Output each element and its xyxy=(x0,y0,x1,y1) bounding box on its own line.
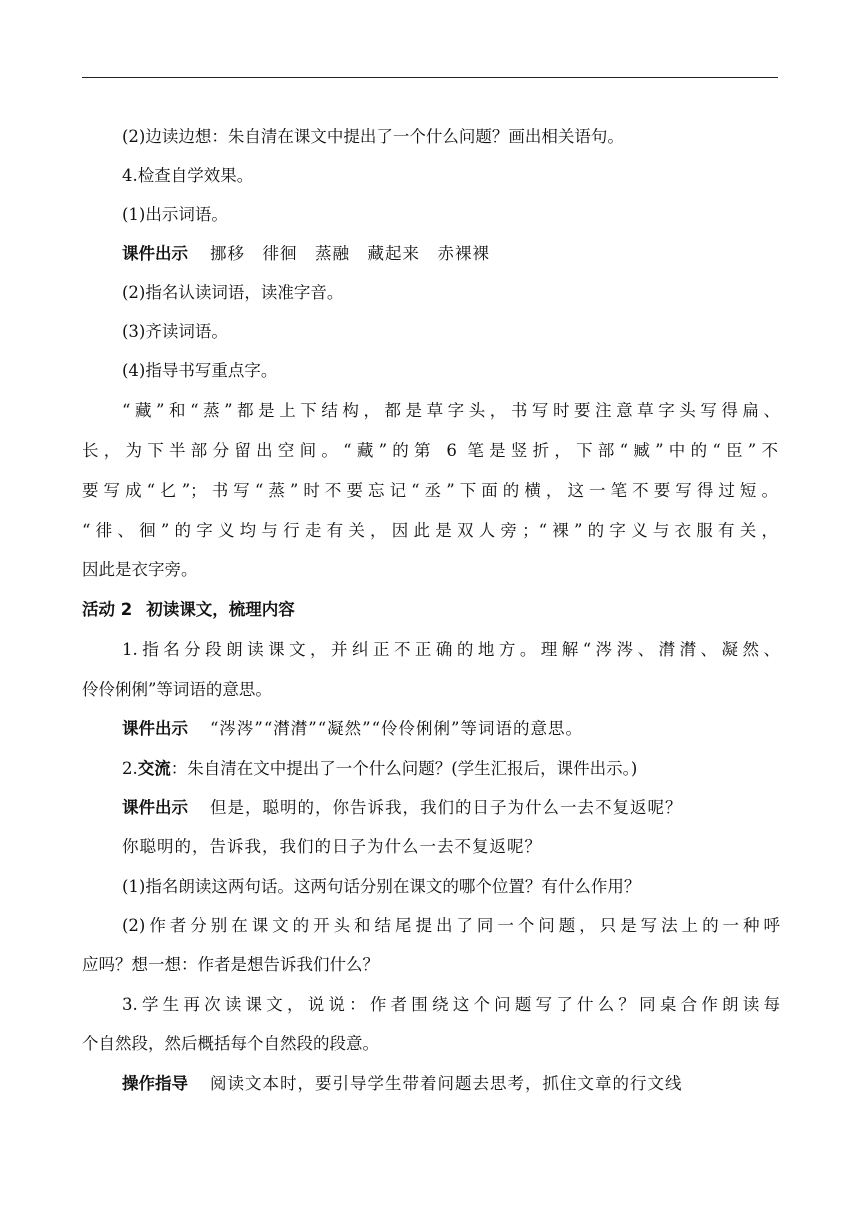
bold-term: 交流 xyxy=(137,759,171,778)
courseware-label: 课件出示 xyxy=(122,798,188,817)
paragraph-line: 因此是衣字旁。 xyxy=(82,560,198,579)
text-line: 1.指名分段朗读课文，并纠正不正确的地方。理解“涔涔、潸潸、凝然、 xyxy=(122,640,780,659)
text-line: (1)指名朗读这两句话。这两句话分别在课文的哪个位置？有什么作用？ xyxy=(122,877,641,896)
paragraph-line: 长，为下半部分留出空间。“藏”的第 6 笔是竖折，下部“臧”中的“臣”不 xyxy=(82,441,778,460)
text-line xyxy=(122,754,782,784)
text-line: (3)齐读词语。 xyxy=(122,322,228,341)
text-line: 应吗？想一想：作者是想告诉我们什么？ xyxy=(82,955,379,974)
courseware-label: 课件出示 xyxy=(122,719,188,738)
text-line: 伶伶俐俐”等词语的意思。 xyxy=(82,680,272,699)
text-line: 个自然段，然后概括每个自然段的段意。 xyxy=(82,1034,379,1053)
text-line: (2)指名认读词语，读准字音。 xyxy=(122,283,344,302)
item-number: 2. xyxy=(122,759,138,778)
guidance-line xyxy=(122,1069,780,1099)
courseware-line xyxy=(122,793,782,823)
text-line: (2)边读边想：朱自清在课文中提出了一个什么问题？画出相关语句。 xyxy=(122,127,624,146)
courseware-line xyxy=(122,714,782,744)
activity-label: 活动 2 xyxy=(82,600,133,619)
activity-heading xyxy=(82,595,782,625)
header-rule xyxy=(82,77,778,78)
courseware-text: 但是，聪明的，你告诉我，我们的日子为什么一去不复返呢？ xyxy=(210,798,683,817)
item-text: ：朱自清在文中提出了一个什么问题？(学生汇报后，课件出示。) xyxy=(170,759,638,778)
paragraph-line: 要写成“𠤎”；书写“蒸”时不要忘记“丞”下面的横，这一笔不要写得过短。 xyxy=(82,481,778,500)
courseware-text: 你聪明的，告诉我，我们的日子为什么一去不复返呢？ xyxy=(122,837,542,856)
text-line: (1)出示词语。 xyxy=(122,205,228,224)
text-line: 3.学生再次读课文，说说：作者围绕这个问题写了什么？同桌合作朗读每 xyxy=(122,995,780,1014)
guidance-label: 操作指导 xyxy=(122,1074,188,1093)
courseware-label: 课件出示 xyxy=(122,244,188,263)
activity-title: 初读课文，梳理内容 xyxy=(146,600,295,619)
paragraph-line: “徘、徊”的字义均与行走有关，因此是双人旁；“裸”的字义与衣服有关， xyxy=(82,521,778,540)
text-line: (4)指导书写重点字。 xyxy=(122,361,278,380)
courseware-text: “涔涔”“潸潸”“凝然”“伶伶俐俐”等词语的意思。 xyxy=(210,719,583,738)
courseware-line xyxy=(122,239,782,269)
text-line: (2)作者分别在课文的开头和结尾提出了同一个问题，只是写法上的一种呼 xyxy=(122,916,780,935)
guidance-text: 阅读文本时，要引导学生带着问题去思考，抓住文章的行文线 xyxy=(210,1074,683,1093)
word-list: 挪移 徘徊 蒸融 藏起来 赤裸裸 xyxy=(210,244,490,263)
text-line: 4.检查自学效果。 xyxy=(122,166,254,185)
paragraph-line: “藏”和“蒸”都是上下结构，都是草字头，书写时要注意草字头写得扁、 xyxy=(122,401,780,420)
